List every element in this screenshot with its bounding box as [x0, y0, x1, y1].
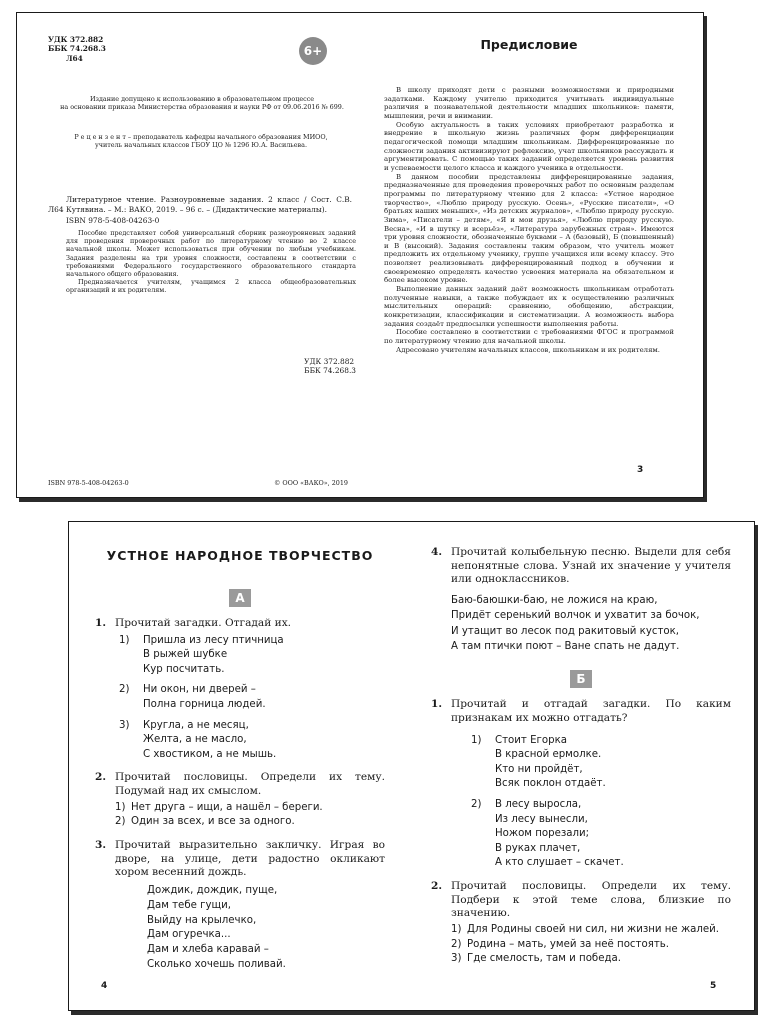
- biblio-text: Литературное чтение. Разноуровневые задания. 2 класс / Сост. С.В. Кутявина. – М.: ВАКО, 2019. – 96 с. – (Дидактические материалы).: [66, 195, 352, 214]
- riddle-line: Из лесу вынесли,: [495, 813, 588, 825]
- item-number: 1): [451, 923, 462, 935]
- page-number-left: 4: [101, 981, 108, 991]
- list-item: [115, 815, 385, 830]
- proverb-list: [115, 801, 385, 831]
- task-text: Прочитай пословицы. Определи их тему. Подбери к этой теме слова, близкие по значению.: [451, 879, 731, 920]
- preface-paragraph: В школу приходят дети с разными возможностями и природными задатками. Каждому учителю приходится учитывать индивидуальные различия в познавательной деятельности младших школьников: памяти, мышлении, речи и внимании.: [384, 86, 674, 120]
- list-item: [119, 719, 385, 763]
- list-item: [471, 734, 731, 792]
- poem-line: Дождик, дождик, пуще,: [147, 884, 278, 896]
- task-text: Прочитай загадки. Отгадай их.: [115, 617, 292, 629]
- list-item: [119, 683, 385, 712]
- reviewer-line: учитель начальных классов ГБОУ ЦО № 1296 Ю.А. Васильева.: [95, 141, 307, 150]
- poem-line: Выйду на крылечко,: [147, 914, 257, 926]
- annotation-paragraph: Пособие представляет собой универсальный сборник разноуровневых заданий для проведения проверочных работ по литературному чтению во 2 классе начальной школы. Может использоваться при обучении по любым учебникам. Задания разделены на три уровня сложности, составлены в соответствии с требованиями Федерального государственного образовательного стандарта начального общего образования.: [66, 229, 356, 279]
- book-spread-bottom: [68, 521, 755, 1011]
- list-item: [119, 634, 385, 678]
- riddle-line: В руках плачет,: [495, 842, 581, 854]
- copyright-footer: [48, 479, 348, 487]
- riddle-line: Всяк поклон отдаёт.: [495, 778, 606, 790]
- riddle-line: С хвостиком, а не мышь.: [143, 748, 277, 760]
- isbn: ISBN 978-5-408-04263-0: [66, 216, 160, 225]
- item-number: 2): [451, 938, 462, 950]
- reviewer-info: [56, 133, 346, 149]
- riddle-line: Ни окон, ни дверей –: [143, 684, 256, 696]
- udk-code: УДК 372.882: [48, 35, 104, 44]
- item-number: 1): [119, 634, 130, 646]
- proverb-text: Где смелость, там и победа.: [467, 953, 622, 965]
- task-text: Прочитай и отгадай загадки. По каким признакам их можно отгадать?: [451, 698, 731, 724]
- chant-poem: [147, 884, 385, 973]
- preface-paragraph: Особую актуальность в таких условиях приобретают разработка и внедрение в школьную жизнь различных форм дифференциации педагогической помощи младшим школьникам. Дифференцированные по сложности задания активизируют рефлексию, учат школьников рассуждать и аргументировать. С помощью таких заданий определяется уровень развития и успеваемости целого класса и каждого ученика в отдельности.: [384, 120, 674, 172]
- riddle-line: Стоит Егорка: [495, 734, 567, 746]
- preface-title: Предисловие: [480, 37, 578, 52]
- riddle-line: Пришла из лесу птичница: [143, 634, 284, 646]
- reviewer-line: Р е ц е н з е н т – преподаватель кафедры начального образования МИОО,: [74, 133, 328, 141]
- list-item: [115, 801, 385, 816]
- book-spread-top: [16, 12, 704, 498]
- preface-paragraph: Выполнение данных заданий даёт возможность школьникам отработать полученные навыки, а также побуждает их к осуществлению различных мыслительных операций: сравнению, обобщению, абстракции, конкретизации, классификации и систематизации. А возможность выбора задания создаёт предпосылки успешности выполнения работы.: [384, 285, 674, 328]
- page-number: 3: [637, 465, 644, 475]
- proverb-text: Родина – мать, умей за неё постоять.: [467, 938, 669, 950]
- list-item: [451, 938, 731, 953]
- task-a4: [431, 546, 731, 654]
- riddle-line: А кто слушает – скачет.: [495, 857, 624, 869]
- riddle-line: Кто ни пройдёт,: [495, 763, 583, 775]
- riddle-line: В лесу выросла,: [495, 798, 582, 810]
- task-text: Прочитай колыбельную песню. Выдели для себя непонятные слова. Узнай их значение у учителя или одноклассников.: [451, 546, 731, 586]
- riddle-line: Желта, а не масло,: [143, 734, 247, 746]
- list-item: [451, 923, 731, 938]
- poem-line: А там птички поют – Ване спать не дадут.: [451, 641, 680, 652]
- footer-isbn: ISBN 978-5-408-04263-0: [48, 479, 129, 487]
- poem-line: Баю-баюшки-баю, не ложися на краю,: [451, 594, 658, 606]
- annotation-paragraph: Предназначается учителям, учащимся 2 класса общеобразовательных организаций и их родителям.: [66, 278, 356, 295]
- preface-page: [384, 35, 674, 485]
- tasks-page-right: [431, 546, 731, 996]
- task-a3: [95, 839, 385, 973]
- task-number: 4.: [431, 546, 443, 558]
- task-number: 2.: [431, 879, 443, 892]
- footer-copyright: © ООО «ВАКО», 2019: [273, 479, 348, 487]
- poem-line: Дам и хлеба каравай –: [147, 944, 269, 956]
- author-mark: Л64: [66, 53, 83, 63]
- item-number: 2): [471, 798, 482, 810]
- riddle-line: Кругла, а не месяц,: [143, 719, 249, 731]
- permission-line: Издание допущено к использованию в образовательном процессе: [89, 95, 315, 103]
- task-number: 3.: [95, 839, 107, 852]
- item-number: 1): [115, 801, 126, 813]
- riddle-line: В рыжей шубке: [143, 649, 228, 661]
- riddle-list: [119, 634, 385, 763]
- preface-paragraph: Пособие составлено в соответствии с требованиями ФГОС и программой по литературному чтению для начальной школы.: [384, 328, 674, 346]
- item-number: 3): [451, 953, 462, 965]
- poem-line: Сколько хочешь поливай.: [147, 958, 286, 970]
- item-number: 1): [471, 734, 482, 746]
- preface-paragraph: Адресовано учителям начальных классов, школьникам и их родителям.: [396, 345, 660, 354]
- riddle-line: Кур посчитать.: [143, 663, 225, 675]
- level-a-badge: А: [229, 589, 251, 607]
- page-number-right: 5: [710, 981, 717, 991]
- copyright-page: [48, 35, 356, 485]
- lullaby-poem: [451, 593, 731, 655]
- classification-codes: [48, 35, 106, 63]
- task-b2: [431, 880, 731, 967]
- list-item: [471, 798, 731, 871]
- task-text: Прочитай пословицы. Определи их тему. Подумай над их смыслом.: [115, 771, 385, 797]
- poem-line: Дам огуречка...: [147, 929, 231, 941]
- riddle-list: [471, 734, 731, 871]
- riddle-line: Полна горница людей.: [143, 698, 266, 710]
- tasks-page-left: [95, 546, 385, 996]
- permission-notice: [48, 95, 356, 111]
- proverb-list: [451, 923, 731, 967]
- poem-line: Дам тебе гущи,: [147, 899, 231, 911]
- task-number: 1.: [431, 698, 443, 711]
- item-number: 2): [115, 816, 126, 828]
- task-a1: [95, 617, 385, 762]
- proverb-text: Для Родины своей ни сил, ни жизни не жалей.: [467, 923, 719, 935]
- proverb-text: Нет друга – ищи, а нашёл – береги.: [131, 801, 323, 813]
- bbk-code: ББК 74.268.3: [304, 366, 356, 376]
- poem-line: Придёт серенький волчок и ухватит за бочок,: [451, 610, 700, 622]
- permission-line: на основании приказа Министерства образования и науки РФ от 09.06.2016 № 699.: [60, 103, 344, 112]
- task-text: Прочитай выразительно закличку. Играя во дворе, на улице, дети радостно окликают хором весенний дождь.: [115, 839, 385, 879]
- preface-paragraph: В данном пособии представлены дифференцированные задания, предназначенные для проведения проверочных работ по основным разделам программы по литературному чтению для 2 класса: «Устное народное творчество», «Люблю природу русскую. Осень», «Русские писатели», «О братьях наших меньших», «Из детских журналов», «Люблю природу русскую. Зима», «Писатели – детям», «Я и мои друзья», «Люблю природу русскую. Весна», «И в шутку и всерьёз», «Литература зарубежных стран». Имеются три уровня сложности, обозначенные буквами – А (базовый), Б (повышенный) и В (высокий). Задания составлены таким образом, что учитель может предложить их отдельному ученику, группе учащихся или всему классу. Это позволяет реализовывать дифференцированный подход в обучении и своевременно определять качество усвоения материала на обязательном и более высоком уровне.: [384, 172, 674, 285]
- section-title: УСТНОЕ НАРОДНОЕ ТВОРЧЕСТВО: [106, 548, 374, 563]
- level-b-badge: Б: [570, 670, 592, 688]
- task-a2: [95, 771, 385, 830]
- annotation: [66, 229, 356, 295]
- task-b1: [431, 698, 731, 871]
- bibliographic-record: [48, 195, 356, 295]
- proverb-text: Один за всех, и все за одного.: [131, 816, 295, 828]
- udk-code: УДК 372.882: [304, 357, 355, 366]
- riddle-line: В красной ермолке.: [495, 749, 602, 761]
- list-item: [451, 952, 731, 967]
- bbk-code: ББК 74.268.3: [48, 44, 106, 54]
- task-number: 2.: [95, 771, 107, 784]
- biblio-code: Л64: [48, 205, 64, 214]
- item-number: 3): [119, 719, 130, 731]
- riddle-line: Ножом порезали;: [495, 828, 590, 840]
- item-number: 2): [119, 684, 130, 696]
- classification-codes-bottom: [304, 357, 356, 376]
- task-number: 1.: [95, 617, 107, 629]
- poem-line: И утащит во лесок под ракитовый кусток,: [451, 625, 680, 637]
- age-rating-badge: 6+: [299, 37, 327, 65]
